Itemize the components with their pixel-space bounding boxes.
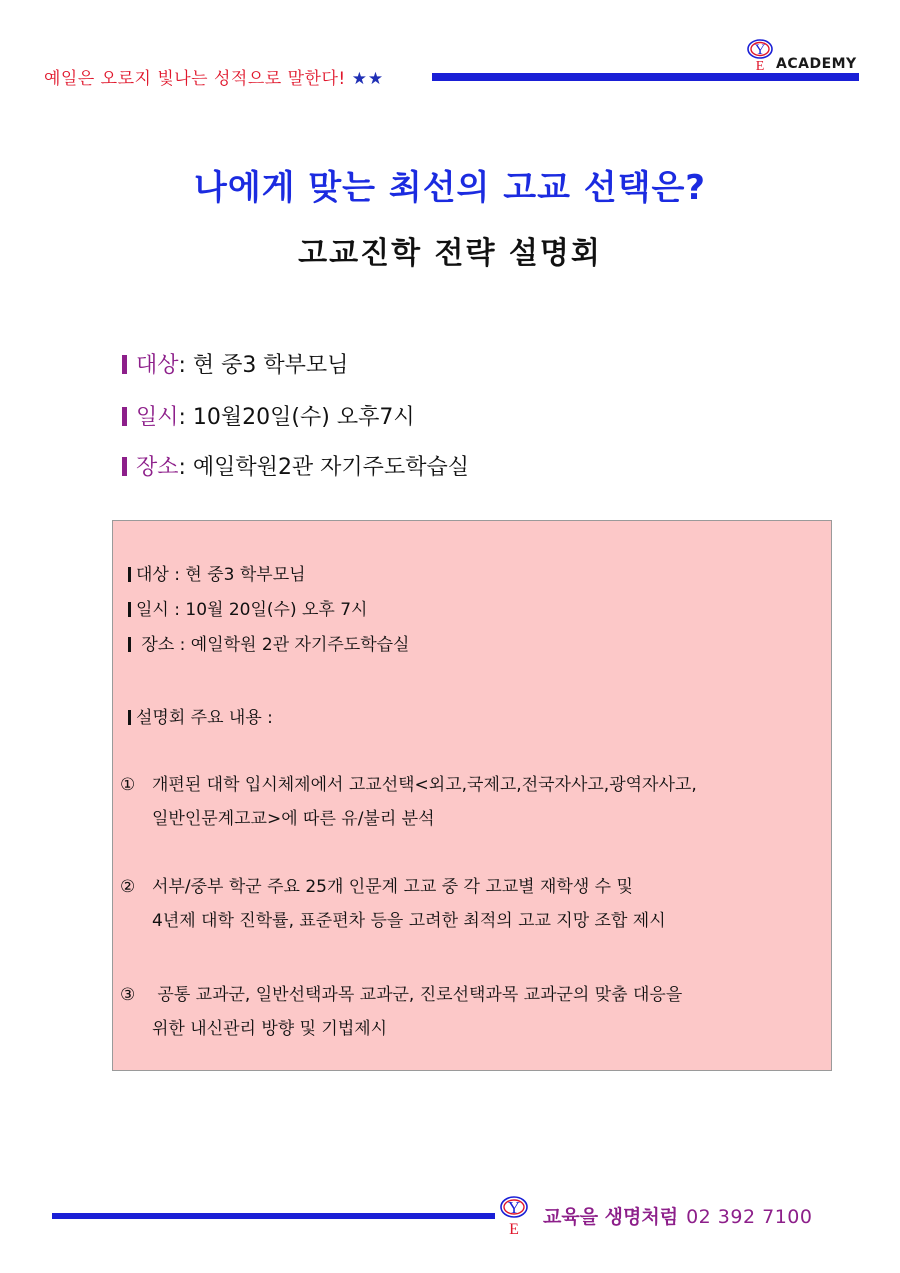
box-line-location [128, 630, 409, 655]
info-key: 장소 [136, 455, 179, 480]
content-item-1 [120, 768, 697, 836]
item-number: ③ [120, 985, 136, 1005]
bullet-bar-icon [122, 407, 127, 426]
box-line-target [128, 560, 306, 585]
box-line-datetime [128, 595, 367, 620]
item-line-cont: 위한 내신관리 방향 및 기법제시 [152, 1019, 388, 1039]
bullet-bar-icon [122, 355, 127, 374]
info-key: 대상 [136, 353, 179, 378]
info-value: 현 중3 학부모님 [185, 353, 349, 378]
info-value: 10월20일(수) 오후7시 [185, 405, 415, 430]
academy-logo [745, 36, 775, 72]
info-line-location [122, 450, 469, 481]
logo-letter-e: E [509, 1221, 519, 1238]
star-icons: ★★ [351, 69, 385, 89]
header-slogan [44, 64, 384, 89]
bullet-bar-icon [128, 602, 131, 617]
item-line: 개편된 대학 입시체제에서 고교선택<외고,국제고,전국자사고,광역자사고, [152, 775, 697, 795]
footer-rule [52, 1213, 495, 1219]
item-line-cont: 일반인문계고교>에 따른 유/불리 분석 [152, 809, 435, 829]
item-number: ① [120, 775, 136, 795]
box-contents-heading [128, 703, 273, 728]
info-line-target [122, 348, 348, 379]
page-title: 나에게 맞는 최선의 고교 선택은? [193, 168, 707, 208]
content-item-3 [120, 978, 682, 1046]
box-line-text: 일시 : 10월 20일(수) 오후 7시 [136, 600, 368, 620]
bullet-bar-icon [122, 457, 127, 476]
item-line: 공통 교과군, 일반선택과목 교과군, 진로선택과목 교과군의 맞춤 대응을 [152, 985, 683, 1005]
slogan-text: 예일은 오로지 빛나는 성적으로 말한다! [44, 69, 346, 89]
info-value: 예일학원2관 자기주도학습실 [185, 455, 469, 480]
box-line-text: 대상 : 현 중3 학부모님 [136, 565, 306, 585]
page-subtitle: 고교진학 전략 설명회 [298, 236, 602, 271]
bullet-bar-icon [128, 637, 131, 652]
info-key: 일시 [136, 405, 179, 430]
footer-logo [497, 1190, 531, 1238]
bullet-bar-icon [128, 710, 131, 725]
info-sep: : [178, 405, 186, 430]
info-line-datetime [122, 400, 415, 431]
logo-letter-e: E [755, 59, 765, 72]
header-rule [432, 73, 859, 81]
box-line-text: 장소 : 예일학원 2관 자기주도학습실 [136, 635, 410, 655]
content-item-2 [120, 870, 666, 938]
academy-brand: ACADEMY [776, 56, 857, 72]
item-line: 서부/중부 학군 주요 25개 인문계 고교 중 각 고교별 재학생 수 및 [152, 877, 633, 897]
item-number: ② [120, 877, 136, 897]
item-line-cont: 4년제 대학 진학률, 표준편차 등을 고려한 최적의 고교 지망 조합 제시 [152, 911, 666, 931]
footer-phone: 02 392 7100 [686, 1206, 813, 1228]
logo-letter-y: Y [507, 1198, 521, 1217]
footer-slogan: 교육을 생명처럼 [543, 1206, 679, 1228]
bullet-bar-icon [128, 567, 131, 582]
logo-letter-y: Y [754, 42, 766, 58]
box-heading-text: 설명회 주요 내용 : [136, 708, 273, 728]
info-sep: : [178, 455, 186, 480]
info-sep: : [178, 353, 186, 378]
footer-text [543, 1202, 812, 1229]
